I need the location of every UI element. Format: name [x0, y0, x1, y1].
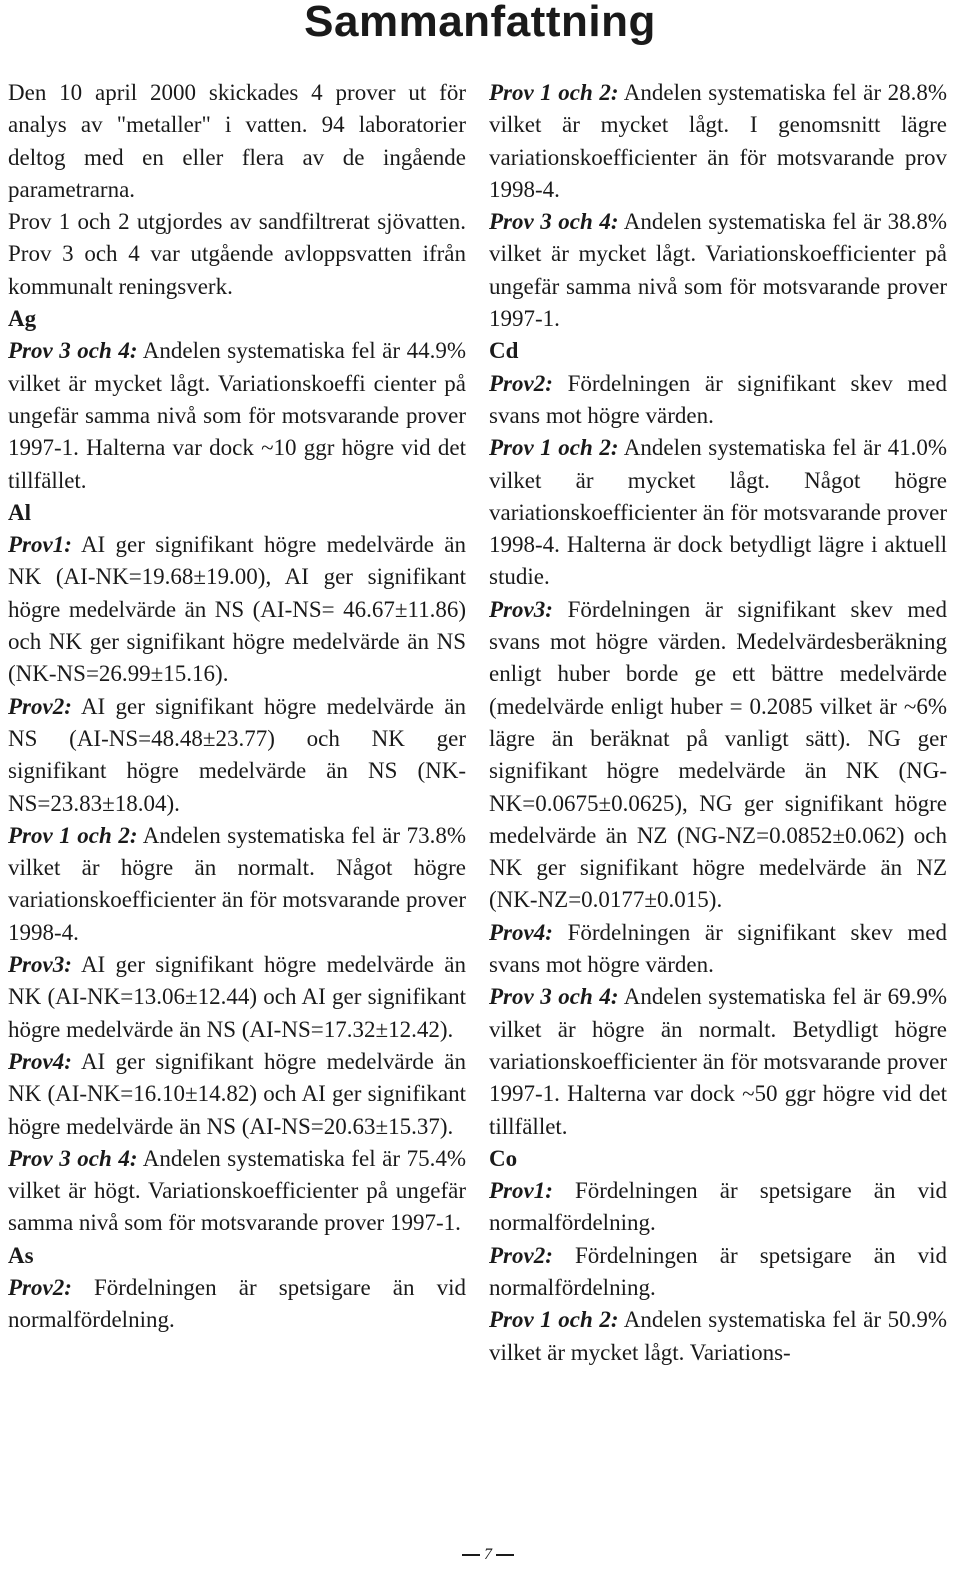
paragraph [8, 949, 466, 1046]
right-column [489, 77, 947, 1369]
paragraph-text: AI ger signifikant högre medelvärde än NK (AI-NK=13.06±12.44) och AI ger signifikant högre medelvärde än NS (AI-NS=17.32±12.42). [8, 952, 466, 1042]
sample-label: Prov4: [489, 919, 553, 945]
page-footer [462, 1546, 522, 1564]
paragraph [8, 1272, 466, 1337]
sample-label: Prov 3 och 4: [8, 338, 138, 364]
sample-label: Prov2: [8, 693, 72, 719]
left-column [8, 77, 466, 1337]
paragraph-text: Fördelningen är signifikant skev med svans mot högre värden. Medelvärdesberäkning enligt huber borde ge ett bättre medelvärde (medelvärde enligt huber = 0.2085 vilket är ~6% lägre än beräknat på vanligt sätt). NG ger signifikant högre medelvärde än NK (NG-NK=0.0675±0.0625), NG ger signifikant högre medelvärde än NZ (NG-NZ=0.0852±0.062) och NK ger signifikant högre medelvärde än NZ (NK-NZ=0.0177±0.015). [489, 596, 947, 913]
footer-dash-left [462, 1554, 480, 1556]
paragraph-text: Andelen systematiska fel är 69.9% vilket är högre än normalt. Betydligt högre variationskoefficienter än för motsvarande prover 1997-1. Halterna var dock ~50 ggr högre vid det tillfället. [489, 984, 947, 1139]
sample-label: Prov 1 och 2: [8, 822, 138, 848]
paragraph-text: AI ger signifikant högre medelvärde än NS (AI-NS=48.48±23.77) och NK ger signifikant högre medelvärde än NS (NK-NS=23.83±18.04). [8, 693, 466, 816]
page-title: Sammanfattning [304, 0, 656, 46]
paragraph [8, 691, 466, 820]
paragraph [489, 1175, 947, 1240]
sample-label: Prov3: [8, 952, 72, 978]
paragraph-text: Fördelningen är spetsigare än vid normalfördelning. [8, 1274, 466, 1333]
sample-label: Prov2: [489, 1242, 553, 1268]
sample-label: Prov 3 och 4: [489, 984, 619, 1010]
paragraph [489, 206, 947, 335]
sample-label: Prov1: [8, 532, 72, 558]
paragraph-text: Andelen systematiska fel är 73.8% vilket är högre än normalt. Något högre variationskoefficienter än för motsvarande prover 1998-4. [8, 822, 466, 945]
paragraph-text: Andelen systematiska fel är 44.9% vilket är mycket lågt. Variationskoeffi cienter på ungefär samma nivå som för motsvarande prover 1997-1. Halterna var dock ~10 ggr högre vid det tillfället. [8, 338, 466, 493]
paragraph [8, 77, 466, 206]
sample-label: Prov 3 och 4: [8, 1145, 138, 1171]
paragraph [8, 1143, 466, 1240]
paragraph-text: Andelen systematiska fel är 41.0% vilket är mycket lågt. Något högre variationskoefficienter än för motsvarande prover 1998-4. Halterna är dock betydligt lägre i aktuell studie. [489, 435, 947, 590]
section-heading: Co [489, 1145, 518, 1171]
sample-label: Prov2: [8, 1274, 72, 1300]
paragraph [8, 206, 466, 303]
paragraph-text: Fördelningen är spetsigare än vid normalfördelning. [489, 1178, 947, 1236]
paragraph [8, 335, 466, 496]
section-heading: As [8, 1242, 34, 1268]
paragraph-text: Fördelningen är spetsigare än vid normalfördelning. [489, 1242, 947, 1300]
sample-label: Prov1: [489, 1178, 553, 1204]
sample-label: Prov 1 och 2: [489, 80, 619, 105]
section-heading: Ag [8, 306, 37, 332]
sample-label: Prov 1 och 2: [489, 435, 619, 461]
paragraph-text: Andelen systematiska fel är 75.4% vilket är högt. Variationskoefficienter på ungefär samma nivå som för motsvarande prover 1997-1. [8, 1145, 466, 1236]
paragraph [489, 77, 947, 206]
footer-dash-right [496, 1554, 514, 1556]
paragraph-text: Prov 1 och 2 utgjordes av sandfiltrerat sjövatten. Prov 3 och 4 var utgående avloppsvatten ifrån kommunalt reningsverk. [8, 209, 466, 299]
paragraph-text: Andelen systematiska fel är 38.8% vilket är mycket lågt. Variationskoefficienter på ungefär samma nivå som för motsvarande prover 1997-1. [489, 209, 947, 332]
paragraph-text: Den 10 april 2000 skickades 4 prover ut för analys av "metaller" i vatten. 94 laboratorier deltog med en eller flera av de ingående parametrarna. [8, 80, 466, 202]
paragraph [489, 981, 947, 1142]
sample-label: Prov 1 och 2: [489, 1307, 619, 1333]
paragraph [489, 1240, 947, 1305]
sample-label: Prov 3 och 4: [489, 209, 619, 235]
paragraph [489, 594, 947, 917]
sample-label: Prov4: [8, 1048, 72, 1074]
paragraph [8, 820, 466, 949]
section-heading: Cd [489, 338, 519, 364]
paragraph [489, 432, 947, 593]
paragraph-text: AI ger signifikant högre medelvärde än NK (AI-NK=19.68±19.00), AI ger signifikant högre medelvärde än NS (AI-NS= 46.67±11.86) och NK ger signifikant högre medelvärde än NS (NK-NS=26.99±15.16). [8, 532, 466, 687]
section-heading: Al [8, 499, 31, 525]
paragraph-text: AI ger signifikant högre medelvärde än NK (AI-NK=16.10±14.82) och AI ger signifikant högre medelvärde än NS (AI-NS=20.63±15.37). [8, 1048, 466, 1139]
paragraph-text: Fördelningen är signifikant skev med svans mot högre värden. [489, 919, 947, 978]
sample-label: Prov2: [489, 370, 553, 396]
sample-label: Prov3: [489, 596, 553, 622]
paragraph [489, 368, 947, 433]
paragraph [8, 529, 466, 690]
paragraph-text: Andelen systematiska fel är 50.9% vilket är mycket lågt. Variations- [489, 1307, 947, 1365]
paragraph [8, 1046, 466, 1143]
page-number: 7 [484, 1546, 492, 1563]
paragraph [489, 1304, 947, 1369]
paragraph-text: Fördelningen är signifikant skev med svans mot högre värden. [489, 370, 947, 428]
paragraph-text: Andelen systematiska fel är 28.8% vilket är mycket lågt. I genomsnitt lägre variationskoefficienter än för motsvarande prov 1998-4. [489, 80, 947, 202]
paragraph [489, 917, 947, 982]
